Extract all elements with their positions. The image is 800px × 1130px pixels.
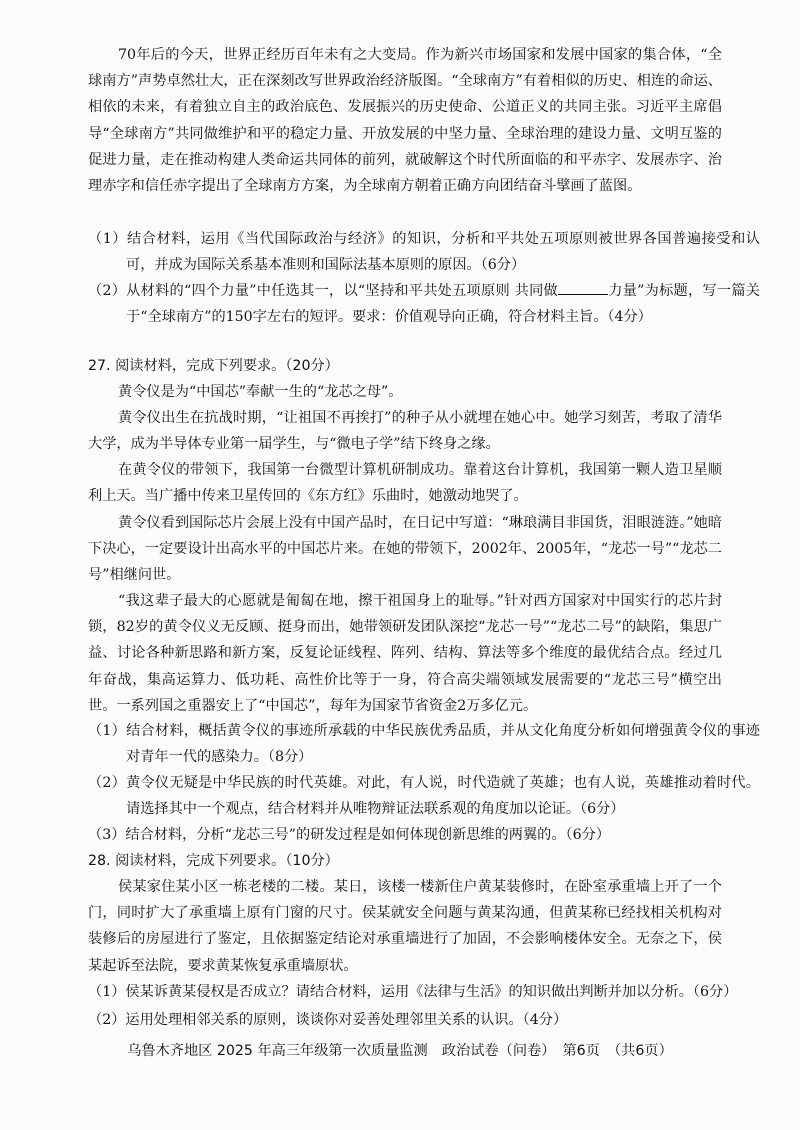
q26-sub1: （1）结合材料，运用《当代国际政治与经济》的知识，分析和平共处五项原则被世界各国普遍接受和认可，并成为国际关系基本准则和国际法基本原则的原因。（6分）	[88, 231, 760, 274]
answer-blank	[558, 280, 608, 295]
q27-paragraph-5: “我这辈子最大的心愿就是匍匐在地，擦干祖国身上的耻辱。”针对西方国家对中国实行的芯片封锁，82岁的黄令仪义无反顾、挺身而出，她带领研发团队深挖“龙芯一号”“龙芯二号”的缺陷，集思广益、讨论各种新思路和新方案，反复论证线程、阵列、结构、算法等多个维度的最优结合点。经过几年奋战，集高运算力、低功耗、高性价比等于一身，符合高尖端领域发展需要的“龙芯三号”横空出世。一系列国之重器安上了“中国芯”，每年为国家节省资金2万多亿元。	[88, 593, 722, 714]
q27-sub3: （3）结合材料，分析“龙芯三号”的研发过程是如何体现创新思维的两翼的。（6分）	[88, 827, 611, 843]
q27-paragraph-2: 黄令仪出生在抗战时期，“让祖国不再挨打”的种子从小就埋在她心中。她学习刻苦，考取了清华大学，成为半导体专业第一届学生，与“微电子学”结下终身之缘。	[88, 410, 722, 453]
page-footer: 乌鲁木齐地区 2025 年高三年级第一次质量监测 政治试卷（问卷） 第6页 （共6页）	[127, 1043, 673, 1059]
q27-heading: 27. 阅读材料，完成下列要求。（20分）	[88, 358, 339, 374]
q27-sub2: （2）黄令仪无疑是中华民族的时代英雄。对此，有人说，时代造就了英雄；也有人说，英雄推动着时代。请选择其中一个观点，结合材料并从唯物辩证法联系观的角度加以论证。（6分）	[88, 775, 760, 818]
q28-heading: 28. 阅读材料，完成下列要求。（10分）	[88, 853, 339, 869]
q26-sub2	[88, 278, 760, 330]
q28-sub2: （2）运用处理相邻关系的原则，谈谈你对妥善处理邻里关系的认识。（4分）	[88, 1012, 568, 1028]
q26-sub2-pre: （2）从材料的“四个力量”中任选其一，以“坚持和平共处五项原则 共同做	[88, 283, 558, 299]
q27-paragraph-3: 在黄令仪的带领下，我国第一台微型计算机研制成功。靠着这台计算机，我国第一颗人造卫星顺利上天。当广播中传来卫星传回的《东方红》乐曲时，她激动地哭了。	[88, 462, 722, 505]
q28-paragraph-1: 侯某家住某小区一栋老楼的二楼。某日，该楼一楼新住户黄某装修时，在卧室承重墙上开了一个门，同时扩大了承重墙上原有门窗的尺寸。侯某就安全问题与黄某沟通，但黄某称已经找相关机构对装修后的房屋进行了鉴定，且依据鉴定结论对承重墙进行了加固，不会影响楼体安全。无奈之下，侯某起诉至法院，要求黄某恢复承重墙原状。	[88, 879, 722, 974]
intro-paragraph: 70年后的今天，世界正经历百年未有之大变局。作为新兴市场国家和发展中国家的集合体，“全球南方”声势卓然壮大，正在深刻改写世界政治经济版图。“全球南方”有着相似的历史、相连的命运、相依的未来，有着独立自主的政治底色、发展振兴的历史使命、公道正义的共同主张。习近平主席倡导“全球南方”共同做维护和平的稳定力量、开放发展的中坚力量、全球治理的建设力量、文明互鉴的促进力量，走在推动构建人类命运共同体的前列，就破解这个时代所面临的和平赤字、发展赤字、治理赤字和信任赤字提出了全球南方方案，为全球南方朝着正确方向团结奋斗擘画了蓝图。	[88, 47, 722, 195]
q27-sub1: （1）结合材料，概括黄令仪的事迹所承载的中华民族优秀品质，并从文化角度分析如何增强黄令仪的事迹对青年一代的感染力。（8分）	[88, 723, 760, 766]
q27-paragraph-1: 黄令仪是为“中国芯”奉献一生的“龙芯之母”。	[118, 384, 403, 400]
q28-sub1: （1）侯某诉黄某侵权是否成立？请结合材料，运用《法律与生活》的知识做出判断并加以分析。（6分）	[88, 984, 738, 1000]
q26-sub2-post: 力量”为标题，写一篇关于“全球南方”的150字左右的短评。要求：价值观导向正确，符合材料主旨。（4分）	[126, 283, 760, 326]
q27-paragraph-4: 黄令仪看到国际芯片会展上没有中国产品时，在日记中写道：“琳琅满目非国货，泪眼涟涟。”她暗下决心，一定要设计出高水平的中国芯片来。在她的带领下，2002年、2005年，“龙芯一号”“龙芯二号”相继问世。	[88, 515, 722, 584]
